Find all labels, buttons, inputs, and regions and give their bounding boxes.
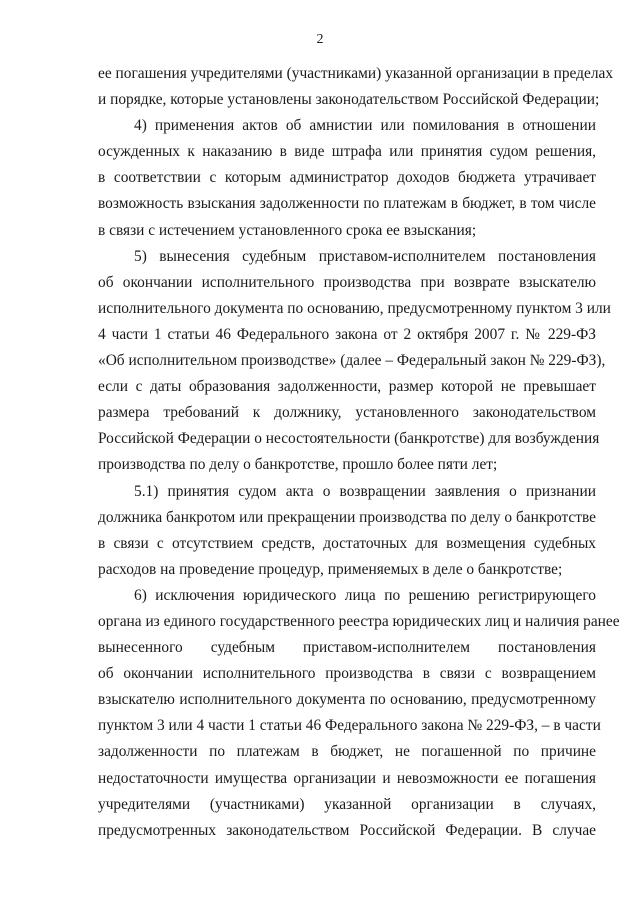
paragraph (98, 113, 596, 243)
text-line: учредителями (участниками) указанной организации в случаях, (98, 795, 596, 813)
text-line: об окончании исполнительного производства при возврате взыскателю (98, 273, 596, 291)
text-line: предусмотренных законодательством Российской Федерации. В случае (98, 821, 596, 839)
text-line: размера требований к должнику, установленного законодательством (98, 404, 596, 422)
text-line: 4) применения актов об амнистии или помилования в отношении (134, 117, 596, 135)
text-line: 5) вынесения судебным приставом-исполнителем постановления (134, 247, 596, 265)
text-line: Российской Федерации о несостоятельности (банкротстве) для возбуждения (98, 430, 600, 448)
text-line: «Об исполнительном производстве» (далее – Федеральный закон № 229-ФЗ), (98, 352, 606, 370)
text-line: исполнительного документа по основанию, предусмотренному пунктом 3 или (98, 299, 611, 317)
paragraph (98, 479, 596, 583)
text-line: 4 части 1 статьи 46 Федерального закона от 2 октября 2007 г. № 229-ФЗ (98, 325, 596, 343)
text-line: в связи с отсутствием средств, достаточных для возмещения судебных (98, 534, 596, 552)
document-body (98, 61, 620, 844)
text-line: вынесенного судебным приставом-исполнителем постановления (98, 639, 596, 657)
text-line: органа из единого государственного реестра юридических лиц и наличия ранее (98, 612, 620, 630)
text-line: в связи с истечением установленного срока ее взыскания; (98, 221, 477, 239)
text-line: взыскателю исполнительного документа по основанию, предусмотренному (98, 691, 596, 709)
text-line: в соответствии с которым администратор доходов бюджета утрачивает (98, 169, 596, 187)
text-line: осужденных к наказанию в виде штрафа или принятия судом решения, (98, 143, 596, 161)
text-line: производства по делу о банкротстве, прошло более пяти лет; (98, 456, 498, 474)
text-line: 5.1) принятия судом акта о возвращении заявления о признании (134, 482, 596, 500)
text-line: если с даты образования задолженности, размер которой не превышает (98, 378, 596, 396)
paragraph (98, 583, 620, 844)
page-number: 2 (316, 32, 324, 47)
text-line: 6) исключения юридического лица по решению регистрирующего (134, 586, 596, 604)
text-line: возможность взыскания задолженности по платежам в бюджет, в том числе (98, 195, 596, 213)
text-line: недостаточности имущества организации и невозможности ее погашения (98, 769, 596, 787)
text-line: об окончании исполнительного производства в связи с возвращением (98, 665, 596, 683)
text-line: должника банкротом или прекращении производства по делу о банкротстве (98, 508, 596, 526)
text-line: пунктом 3 или 4 части 1 статьи 46 Федерального закона № 229-ФЗ, – в части (98, 717, 601, 735)
text-line: ее погашения учредителями (участниками) указанной организации в пределах (98, 65, 614, 82)
text-line: расходов на проведение процедур, применяемых в деле о банкротстве; (98, 560, 563, 578)
paragraph (98, 61, 614, 113)
text-line: и порядке, которые установлены законодательством Российской Федерации; (98, 91, 600, 109)
text-line: задолженности по платежам в бюджет, не погашенной по причине (98, 743, 596, 761)
paragraph (98, 244, 611, 479)
